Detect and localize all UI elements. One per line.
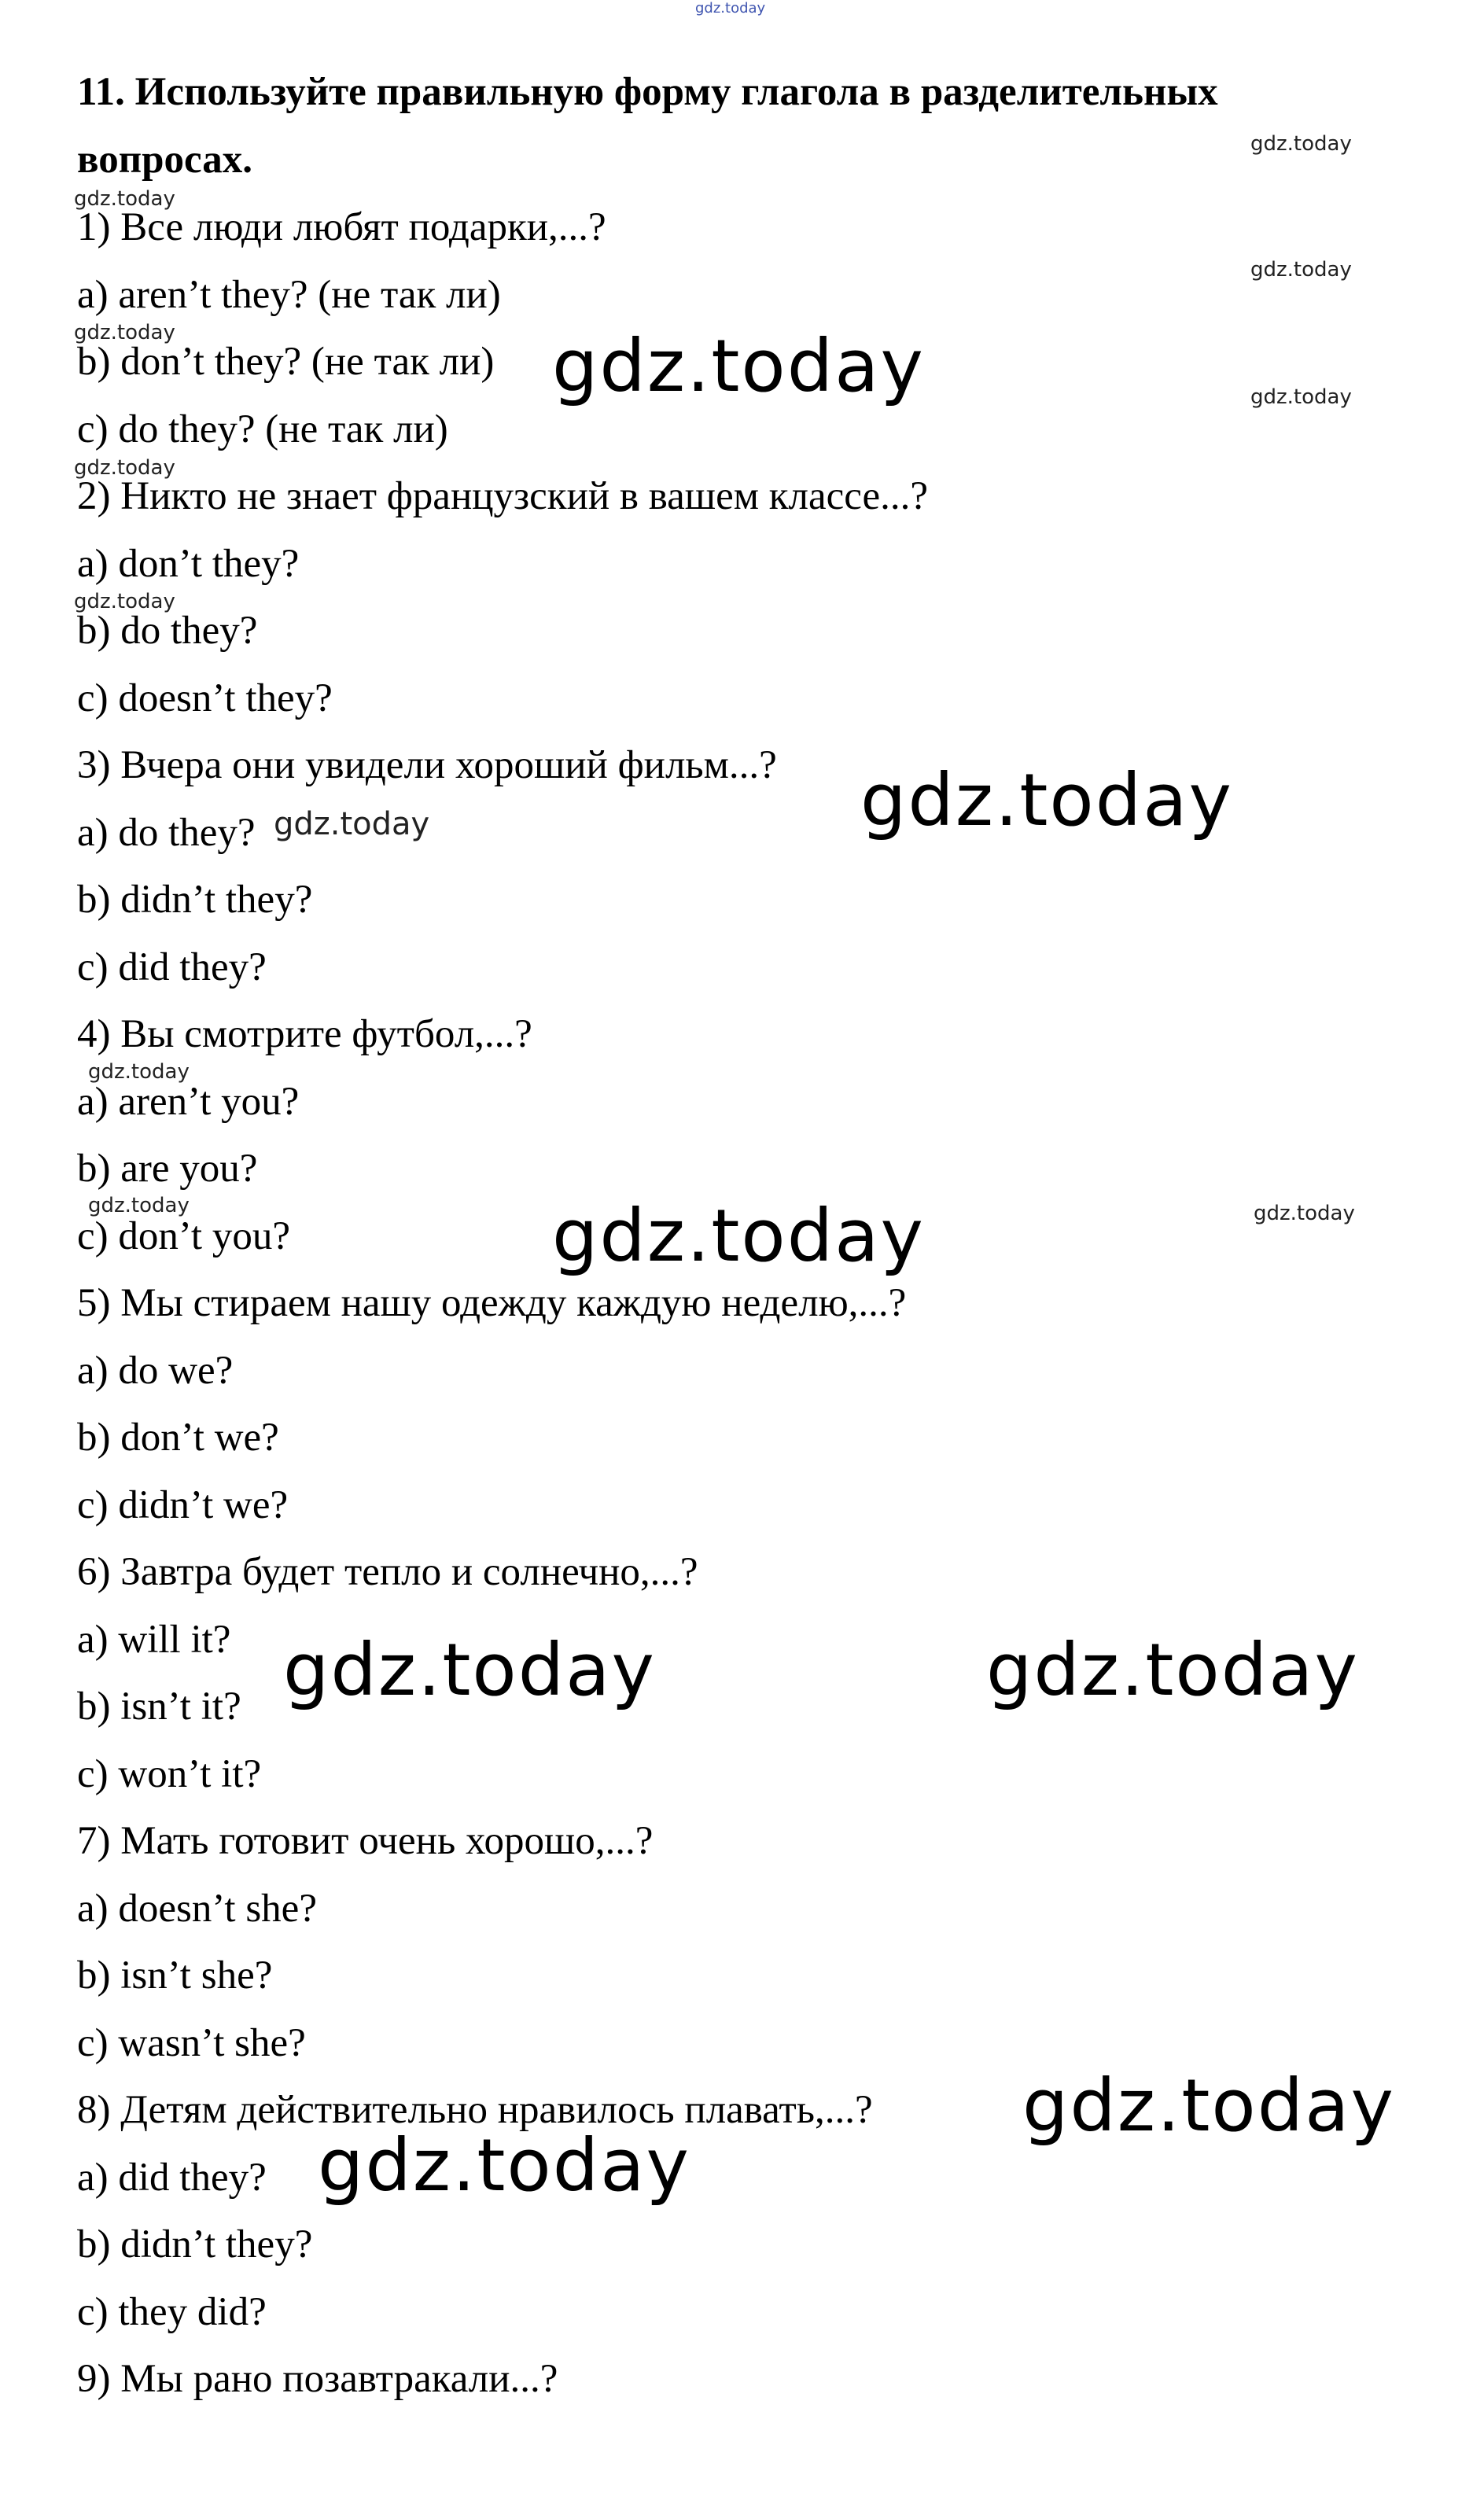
option-1c: c) do they? (не так ли) [77, 407, 448, 451]
option-6a: a) will it? [77, 1618, 231, 1662]
option-2c: c) doesn’t they? [77, 676, 333, 720]
option-3a: a) do they? [77, 811, 256, 855]
option-4a: a) aren’t you? [77, 1080, 300, 1124]
option-4b: b) are you? [77, 1147, 258, 1191]
question-2: 2) Никто не знает французский в вашем классе...? [77, 474, 929, 518]
watermark-small: gdz.today [74, 456, 175, 480]
watermark-small: gdz.today [74, 590, 175, 613]
question-6: 6) Завтра будет тепло и солнечно,...? [77, 1550, 698, 1594]
watermark-small: gdz.today [1250, 132, 1352, 156]
option-4c: c) don’t you? [77, 1214, 290, 1258]
option-5b: b) don’t we? [77, 1416, 279, 1460]
option-6c: c) won’t it? [77, 1752, 262, 1796]
option-6b: b) isn’t it? [77, 1685, 241, 1729]
question-7: 7) Мать готовит очень хорошо,...? [77, 1819, 654, 1863]
watermark-large: gdz.today [318, 2123, 690, 2208]
option-1a: a) aren’t they? (не так ли) [77, 273, 501, 317]
watermark-small: gdz.today [1250, 258, 1352, 282]
option-7c: c) wasn’t she? [77, 2021, 306, 2065]
watermark-small: gdz.today [74, 187, 175, 211]
watermark-small: gdz.today [1250, 385, 1352, 409]
option-8c: c) they did? [77, 2290, 267, 2334]
option-8b: b) didn’t they? [77, 2222, 313, 2266]
question-3: 3) Вчера они увидели хороший фильм...? [77, 743, 777, 787]
option-3b: b) didn’t they? [77, 878, 313, 922]
watermark-small: gdz.today [1254, 1202, 1355, 1225]
question-8: 8) Детям действительно нравилось плавать,...? [77, 2088, 873, 2132]
watermark-small: gdz.today [274, 806, 430, 842]
question-5: 5) Мы стираем нашу одежду каждую неделю,...? [77, 1281, 907, 1325]
question-1: 1) Все люди любят подарки,...? [77, 205, 606, 249]
option-5c: c) didn’t we? [77, 1483, 289, 1527]
option-2a: a) don’t they? [77, 542, 300, 586]
option-8a: a) did they? [77, 2156, 267, 2200]
watermark-large: gdz.today [552, 324, 925, 408]
watermark-small: gdz.today [88, 1194, 190, 1217]
watermark-small: gdz.today [74, 321, 175, 344]
watermark-large: gdz.today [860, 758, 1233, 842]
watermark-small: gdz.today [88, 1060, 190, 1084]
watermark-large: gdz.today [552, 1194, 925, 1278]
option-7b: b) isn’t she? [77, 1953, 273, 1998]
exercise-title-line-2: вопросах. [77, 138, 252, 182]
watermark-top: gdz.today [695, 0, 766, 17]
watermark-large: gdz.today [283, 1628, 656, 1712]
question-4: 4) Вы смотрите футбол,...? [77, 1012, 532, 1056]
watermark-large: gdz.today [1022, 2064, 1395, 2148]
option-2b: b) do they? [77, 609, 258, 653]
question-9: 9) Мы рано позавтракали...? [77, 2357, 558, 2401]
option-5a: a) do we? [77, 1349, 234, 1393]
watermark-large: gdz.today [986, 1628, 1359, 1712]
option-7a: a) doesn’t she? [77, 1887, 317, 1931]
option-3c: c) did they? [77, 945, 267, 989]
exercise-title-line-1: 11. Используйте правильную форму глагола в разделительных [77, 70, 1218, 114]
option-1b: b) don’t they? (не так ли) [77, 340, 495, 384]
